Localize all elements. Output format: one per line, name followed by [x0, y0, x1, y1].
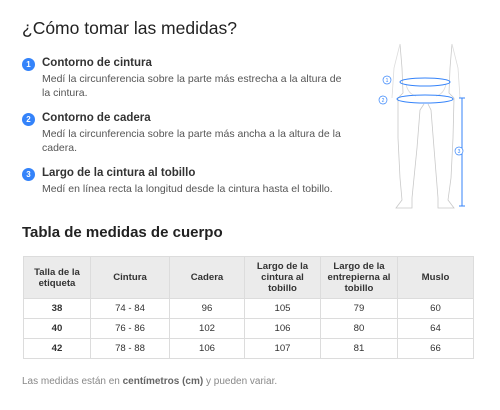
body-measurement-figure — [376, 38, 476, 218]
table-cell: 105 — [245, 299, 321, 319]
table-cell: 74 - 84 — [91, 299, 170, 319]
marker-1-label: 1 — [385, 78, 389, 84]
units-footnote — [22, 376, 277, 387]
step-title: Contorno de cadera — [42, 112, 151, 124]
column-header-waist-to-ankle: Largo de la cintura al tobillo — [245, 257, 321, 299]
hip-measure-ring — [397, 95, 453, 103]
table-row — [24, 339, 474, 359]
table-cell: 107 — [245, 339, 321, 359]
figure-torso-outline — [398, 44, 454, 98]
step-title: Contorno de cintura — [42, 57, 152, 69]
table-cell: 106 — [170, 339, 245, 359]
table-cell: 78 - 88 — [91, 339, 170, 359]
table-cell: 102 — [170, 319, 245, 339]
table-cell: 42 — [24, 339, 91, 359]
table-cell: 81 — [321, 339, 398, 359]
step-description: Medí la circunferencia sobre la parte más ancha a la altura de la cadera. — [42, 128, 341, 154]
column-header-waist: Cintura — [91, 257, 170, 299]
marker-3-label: 3 — [457, 149, 461, 155]
table-cell: 80 — [321, 319, 398, 339]
footnote-prefix: Las medidas están en — [22, 376, 123, 387]
step-title: Largo de la cintura al tobillo — [42, 167, 196, 179]
table-cell: 106 — [245, 319, 321, 339]
size-table-title: Tabla de medidas de cuerpo — [22, 224, 223, 241]
step-description: Medí la circunferencia sobre la parte más estrecha a la altura de la cintura. — [42, 73, 342, 99]
table-row — [24, 319, 474, 339]
column-header-hip: Cadera — [170, 257, 245, 299]
table-cell: 96 — [170, 299, 245, 319]
table-cell: 64 — [398, 319, 474, 339]
step-number-badge: 1 — [22, 58, 35, 71]
size-table — [23, 256, 474, 359]
table-row — [24, 299, 474, 319]
table-cell: 40 — [24, 319, 91, 339]
table-cell: 79 — [321, 299, 398, 319]
table-cell: 76 - 86 — [91, 319, 170, 339]
step-number-badge: 3 — [22, 168, 35, 181]
figure-left-leg-outline — [396, 98, 424, 208]
waist-measure-ring — [400, 78, 450, 86]
step-number-badge: 2 — [22, 113, 35, 126]
table-cell: 60 — [398, 299, 474, 319]
column-header-thigh: Muslo — [398, 257, 474, 299]
marker-2-label: 2 — [381, 98, 385, 104]
table-cell: 38 — [24, 299, 91, 319]
table-cell: 66 — [398, 339, 474, 359]
column-header-label-size: Talla de la etiqueta — [24, 257, 91, 299]
table-header-row — [24, 257, 474, 299]
figure-right-leg-outline — [428, 98, 454, 208]
page-title: ¿Cómo tomar las medidas? — [22, 18, 237, 38]
step-description: Medí en línea recta la longitud desde la cintura hasta el tobillo. — [42, 183, 333, 195]
footnote-suffix: y pueden variar. — [203, 376, 278, 387]
column-header-inseam: Largo de la entrepierna al tobillo — [321, 257, 398, 299]
footnote-units: centímetros (cm) — [122, 376, 204, 387]
